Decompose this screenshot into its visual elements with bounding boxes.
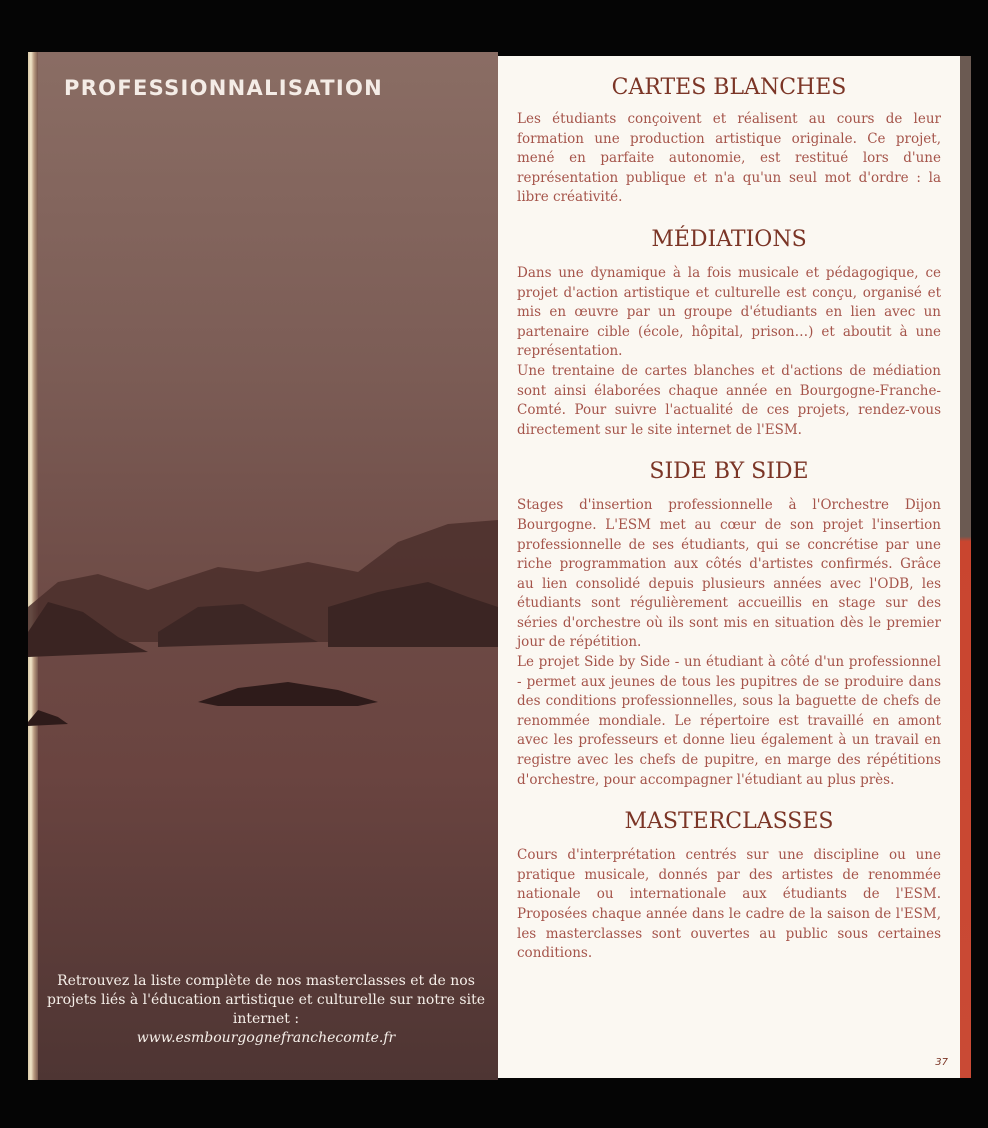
section-title-side-by-side: SIDE BY SIDE <box>649 459 809 485</box>
paragraph: Le projet Side by Side - un étudiant à côté d'un professionnel - permet aux jeunes de tous les pupitres de se produire dans des conditions professionnelles, sous la baguette de chefs de renommée mondiale. Le répertoire est travaillé en amont avec les professeurs et donne lieu également à un travail en registre avec les chefs de pupitre, en marge des répétitions d'orchestre, pour accompagner l'étudiant au plus près. <box>517 654 941 788</box>
paragraph: Stages d'insertion professionnelle à l'Orchestre Dijon Bourgogne. L'ESM met au cœur de son projet l'insertion professionnelle de ses étudiants, qui se concrétise par une riche programmation aux côtés d'artistes confirmés. Grâce au lien consolidé depuis plusieurs années avec l'ODB, les étudiants sont régulièrement accueillis en stage sur des séries d'orchestre où ils sont mis en situation dès le premier jour de répétition. <box>517 497 941 651</box>
left-page <box>28 52 498 1080</box>
booklet-spread <box>28 52 971 1080</box>
section-title-mediations: MÉDIATIONS <box>651 226 807 252</box>
website-link[interactable]: www.esmbourgognefranchecomte.fr <box>136 1030 396 1046</box>
section-heading: PROFESSIONNALISATION <box>64 76 383 100</box>
right-page <box>498 56 960 1078</box>
page-edge-tab <box>960 56 971 1078</box>
caption-text: Retrouvez la liste complète de nos masterclasses et de nos projets liés à l'éducation artistique et culturelle sur notre site internet : <box>47 973 485 1027</box>
paragraph: Les étudiants conçoivent et réalisent au cours de leur formation une production artistique originale. Ce projet, mené en parfaite autonomie, est restitué lors d'une représentation publique et n'a qu'un seul mot d'ordre : la libre créativité. <box>517 111 941 206</box>
paragraph: Cours d'interprétation centrés sur une discipline ou une pratique musicale, donnés par des artistes de renommée nationale ou internationale aux étudiants de l'ESM. Proposées chaque année dans le cadre de la saison de l'ESM, les masterclasses sont ouvertes au public sous certaines conditions. <box>517 847 941 962</box>
right-page-content <box>517 74 941 964</box>
paragraph: Une trentaine de cartes blanches et d'actions de médiation sont ainsi élaborées chaque année en Bourgogne-Franche-Comté. Pour suivre l'actualité de ces projets, rendez-vous directement sur le site internet de l'ESM. <box>517 362 941 438</box>
paragraph: Dans une dynamique à la fois musicale et pédagogique, ce projet d'action artistique et culturelle est conçu, organisé et mis en œuvre par un groupe d'étudiants en lien avec un partenaire cible (école, hôpital, prison…) et aboutit à une représentation. <box>517 264 941 360</box>
section-title-cartes-blanches: CARTES BLANCHES <box>611 75 847 100</box>
caption <box>42 972 490 1048</box>
page-number: 37 <box>935 1057 948 1068</box>
lake-landscape-image <box>28 512 498 812</box>
section-title-masterclasses: MASTERCLASSES <box>624 809 834 835</box>
